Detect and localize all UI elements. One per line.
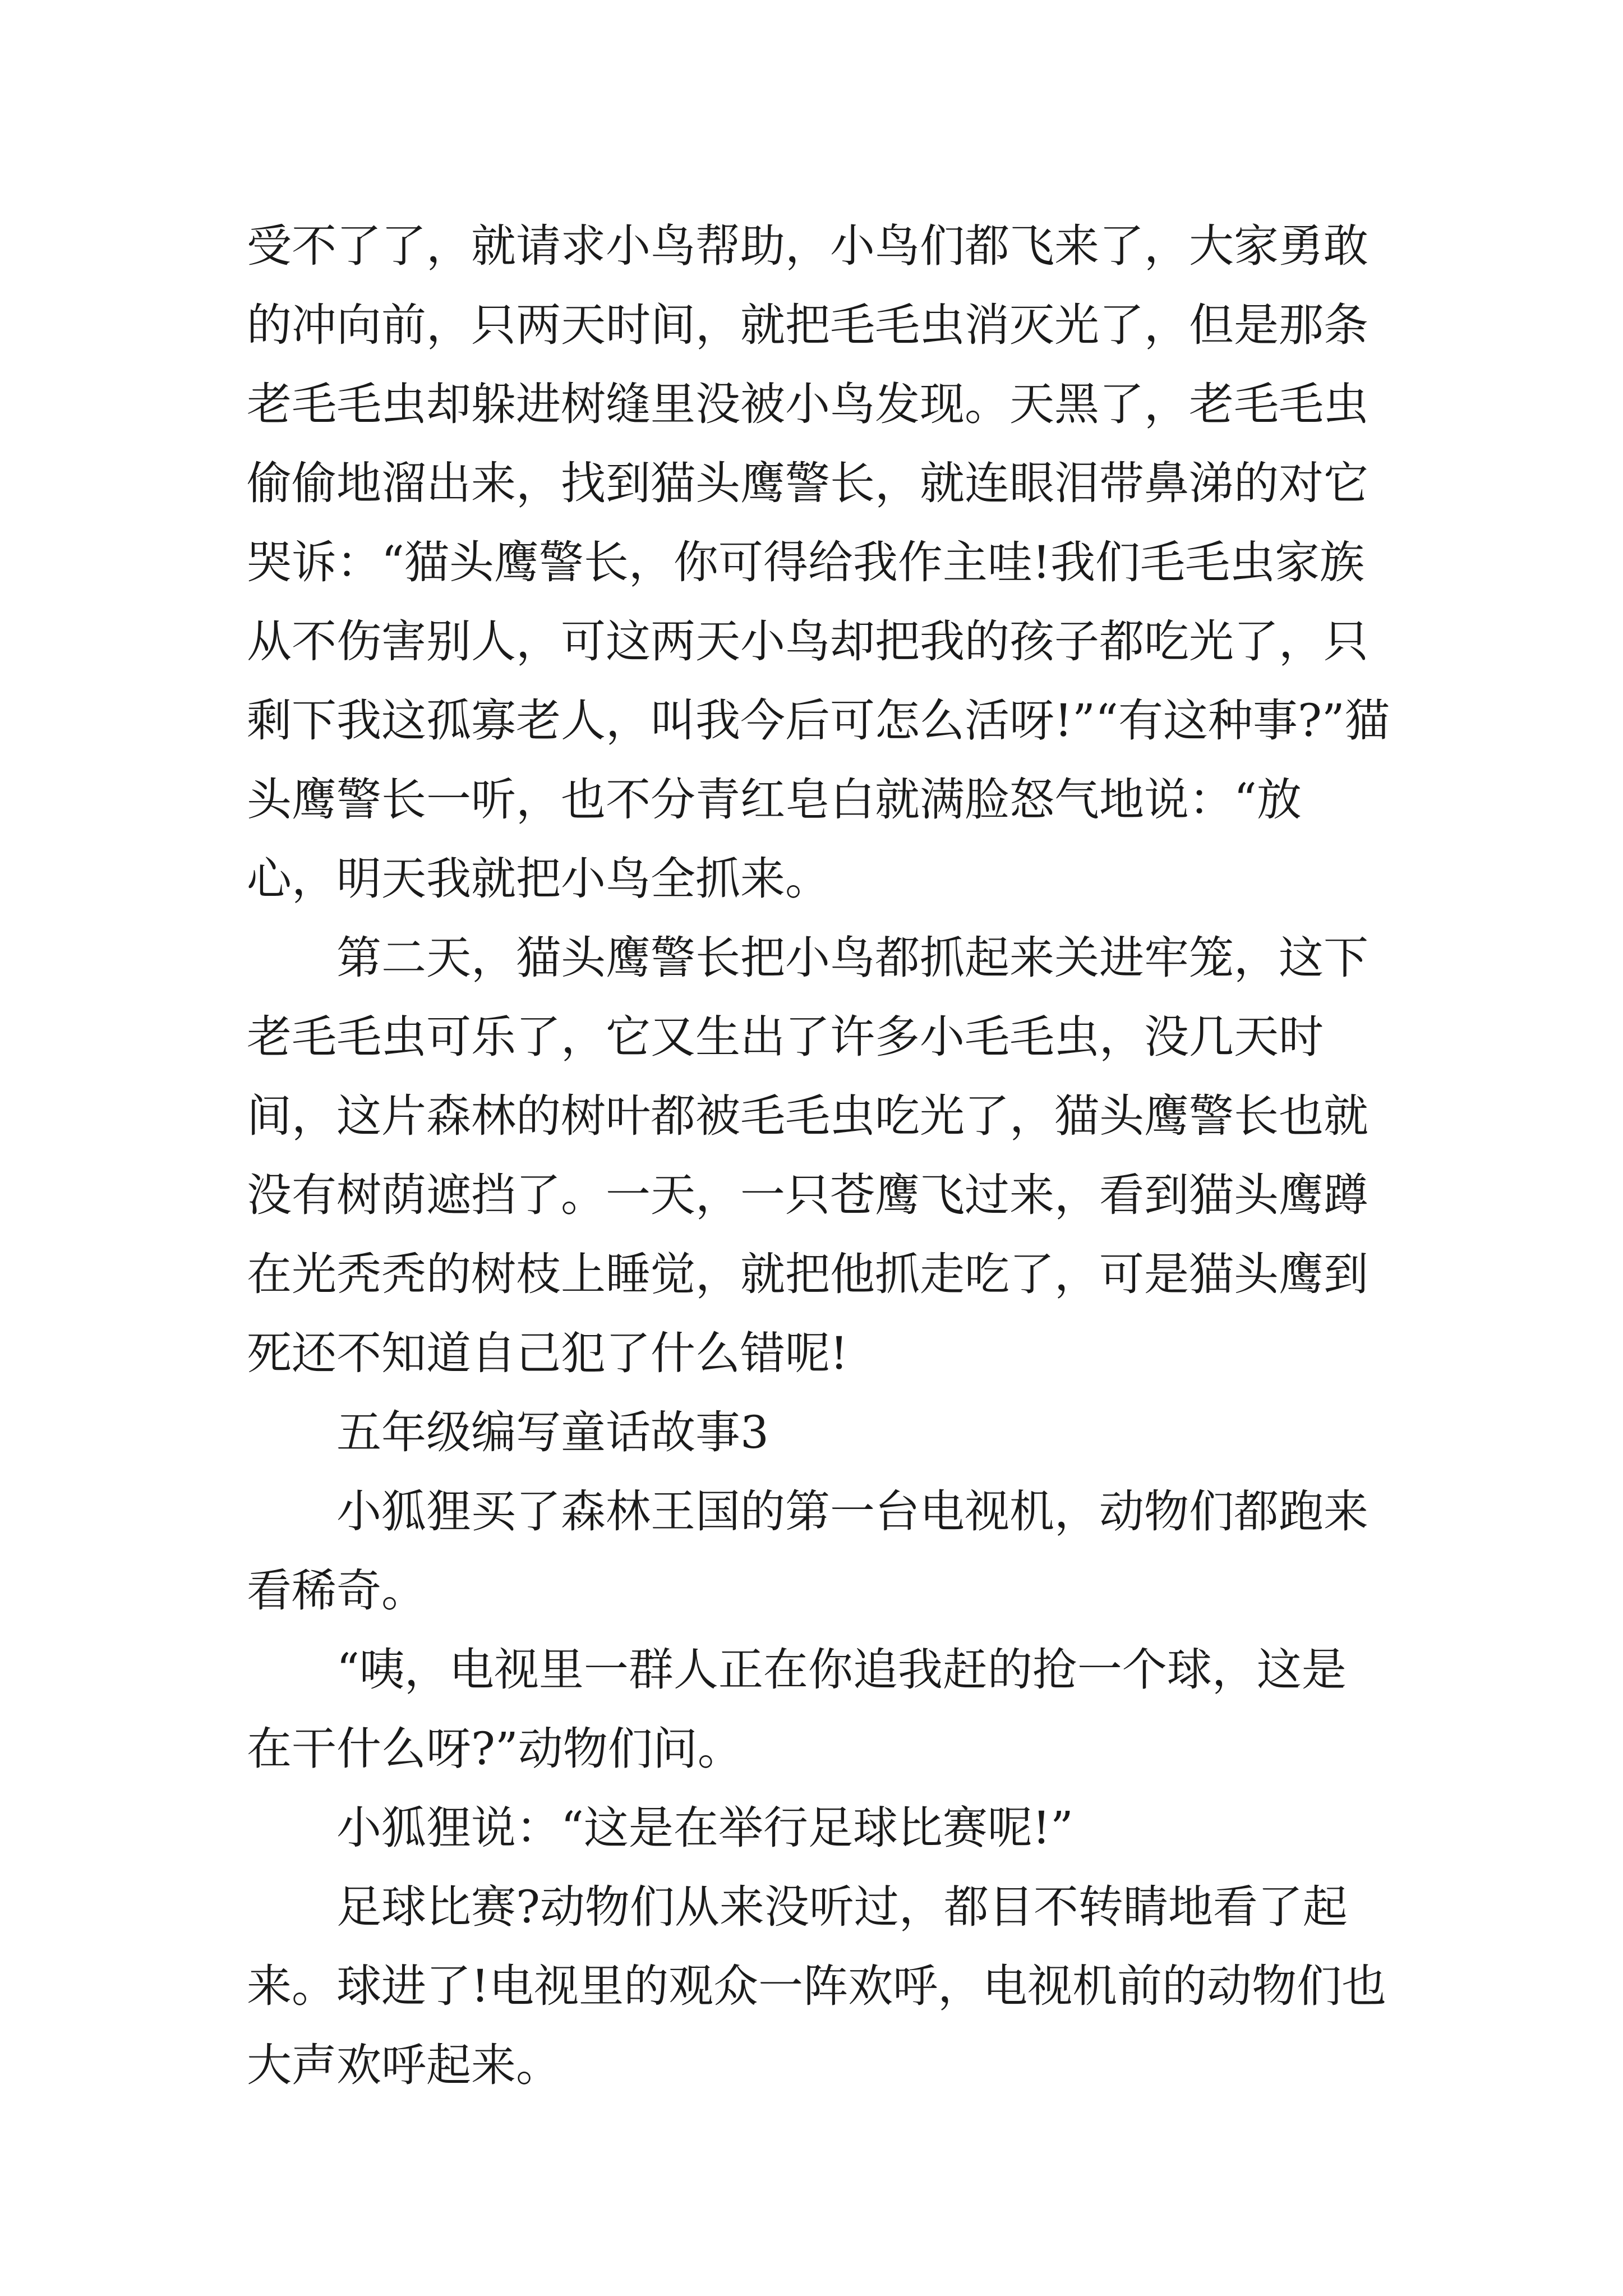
story-paragraph: 受不了了，就请求小鸟帮助，小鸟们都飞来了，大家勇敢的冲向前，只两天时间，就把毛毛虫消灭光了，但是那条老毛毛虫却躲进树缝里没被小鸟发现。天黑了，老毛毛虫偷偷地溜出来，找到猫头鹰警长，就连眼泪带鼻涕的对它哭诉：“猫头鹰警长，你可得给我作主哇!我们毛毛虫家族从不伤害别人，可这两天小鸟却把我的孩子都吃光了，只剩下我这孤寡老人，叫我今后可怎么活呀!”“有这种事?”猫头鹰警长一听，也不分青红皂白就满脸怒气地说：“放心，明天我就把小鸟全抓来。 [247,220,1390,905]
story-paragraph: 小狐狸买了森林王国的第一台电视机，动物们都跑来看稀奇。 [247,1485,1368,1617]
story-paragraph: “咦，电视里一群人正在你追我赶的抢一个球，这是在干什么呀?”动物们问。 [247,1644,1347,1775]
story-heading: 五年级编写童话故事3 [336,1406,769,1458]
story-paragraph: 小狐狸说：“这是在举行足球比赛呢!” [336,1802,1073,1854]
story-paragraph: 第二天，猫头鹰警长把小鸟都抓起来关进牢笼，这下老毛毛虫可乐了，它又生出了许多小毛毛虫，没几天时间，这片森林的树叶都被毛毛虫吃光了，猫头鹰警长也就没有树荫遮挡了。一天，一只苍鹰飞过来，看到猫头鹰蹲在光秃秃的树枝上睡觉，就把他抓走吃了，可是猫头鹰到死还不知道自己犯了什么错呢! [247,932,1368,1379]
document-body [247,206,1391,2105]
story-paragraph: 足球比赛?动物们从来没听过，都目不转睛地看了起来。球进了!电视里的观众一阵欢呼，电视机前的动物们也大声欢呼起来。 [247,1881,1387,2091]
